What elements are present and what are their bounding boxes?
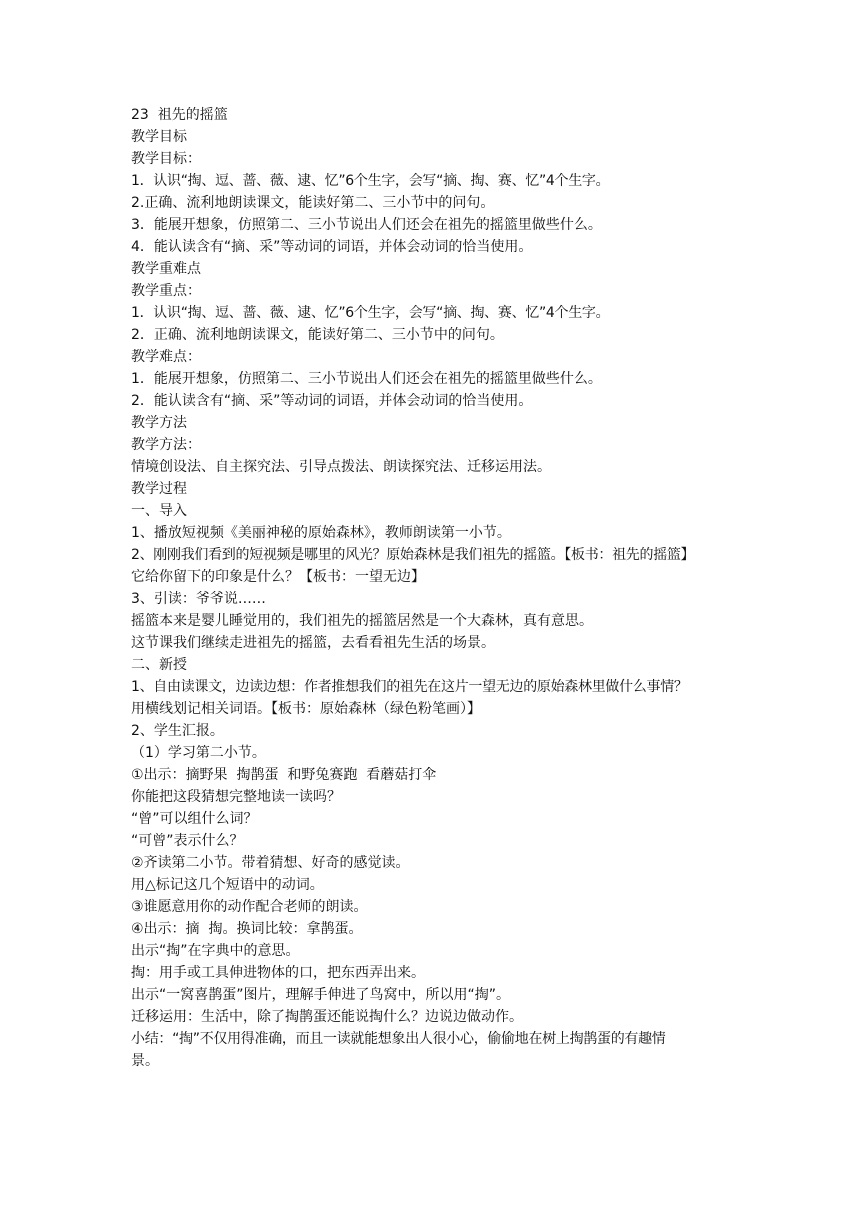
intro-text-1: 摇篮本来是婴儿睡觉用的，我们祖先的摇篮居然是一个大森林，真有意思。 — [131, 613, 593, 629]
question-read: 你能把这段猜想完整地读一读吗？ — [131, 789, 341, 805]
new-step-1: 1、自由读课文，边读边想：作者推想我们的祖先在这片一望无边的原始森林里做什么事情？ — [131, 679, 688, 695]
difficult-point-1: 1．能展开想象，仿照第二、三小节说出人们还会在祖先的摇篮里做些什么。 — [131, 371, 602, 387]
section-new-lesson: 二、新授 — [131, 657, 187, 673]
picture-show: 出示“一窝喜鹊蛋”图片，理解手伸进了鸟窝中，所以用“掏”。 — [131, 987, 511, 1003]
heading-process: 教学过程 — [131, 481, 187, 497]
methods-text: 情境创设法、自主探究法、引导点拨法、朗读探究法、迁移运用法。 — [131, 459, 551, 475]
dictionary-show: 出示“掏”在字典中的意思。 — [131, 943, 300, 959]
intro-step-2: 2、刚刚我们看到的短视频是哪里的风光？原始森林是我们祖先的摇篮。【板书：祖先的摇篮】 — [131, 547, 695, 563]
objective-4: 4．能认读含有“摘、采”等动词的词语，并体会动词的恰当使用。 — [131, 239, 533, 255]
dictionary-meaning: 掏：用手或工具伸进物体的口，把东西弄出来。 — [131, 965, 425, 981]
objective-3: 3．能展开想象，仿照第二、三小节说出人们还会在祖先的摇篮里做些什么。 — [131, 217, 602, 233]
heading-key-difficult-points: 教学重难点 — [131, 261, 201, 277]
intro-text-2: 这节课我们继续走进祖先的摇篮，去看看祖先生活的场景。 — [131, 635, 495, 651]
subheading-methods: 教学方法： — [131, 437, 201, 453]
transfer-use: 迁移运用：生活中，除了掏鹊蛋还能说掏什么？边说边做动作。 — [131, 1009, 523, 1025]
mark-verbs: 用△标记这几个短语中的动词。 — [131, 877, 324, 893]
key-point-1: 1．认识“掏、逗、蔷、薇、逮、忆”6个生字，会写“摘、掏、赛、忆”4个生字。 — [131, 305, 610, 321]
objective-1: 1．认识“掏、逗、蔷、薇、逮、忆”6个生字，会写“摘、掏、赛、忆”4个生字。 — [131, 173, 610, 189]
new-step-2: 2、学生汇报。 — [131, 723, 224, 739]
summary-cont: 景。 — [131, 1053, 159, 1069]
key-point-2: 2．正确、流利地朗读课文，能读好第二、三小节中的问句。 — [131, 327, 504, 343]
objective-2: 2.正确、流利地朗读课文，能读好第二、三小节中的问句。 — [131, 195, 495, 211]
read-together: ②齐读第二小节。带着猜想、好奇的感觉读。 — [131, 855, 410, 871]
intro-step-1: 1、播放短视频《美丽神秘的原始森林》，教师朗读第一小节。 — [131, 525, 511, 541]
summary: 小结：“掏”不仅用得准确，而且一读就能想象出人很小心，偷偷地在树上掏鹊蛋的有趣情 — [131, 1031, 666, 1047]
subheading-difficult-points: 教学难点： — [131, 349, 201, 365]
question-keceng: “可曾”表示什么？ — [131, 833, 244, 849]
show-phrases: ①出示：摘野果 掏鹊蛋 和野兔赛跑 看蘑菇打伞 — [131, 767, 437, 783]
heading-objectives: 教学目标 — [131, 129, 187, 145]
question-ceng: “曾”可以组什么词？ — [131, 811, 258, 827]
section-intro: 一、导入 — [131, 503, 187, 519]
document-title: 23 祖先的摇篮 — [131, 107, 228, 123]
difficult-point-2: 2．能认读含有“摘、采”等动词的词语，并体会动词的恰当使用。 — [131, 393, 533, 409]
subheading-key-points: 教学重点： — [131, 283, 201, 299]
new-step-1-cont: 用横线划记相关词语。【板书：原始森林（绿色粉笔画）】 — [131, 701, 481, 717]
document-body — [131, 104, 741, 1072]
action-reading: ③谁愿意用你的动作配合老师的朗读。 — [131, 899, 368, 915]
compare-words: ④出示：摘 掏。换词比较：拿鹊蛋。 — [131, 921, 363, 937]
heading-methods: 教学方法 — [131, 415, 187, 431]
intro-step-2-cont: 它给你留下的印象是什么？【板书：一望无边】 — [131, 569, 425, 585]
intro-step-3: 3、引读：爷爷说…… — [131, 591, 266, 607]
subheading-objectives: 教学目标： — [131, 151, 201, 167]
sub-step-1: （1）学习第二小节。 — [131, 745, 266, 761]
